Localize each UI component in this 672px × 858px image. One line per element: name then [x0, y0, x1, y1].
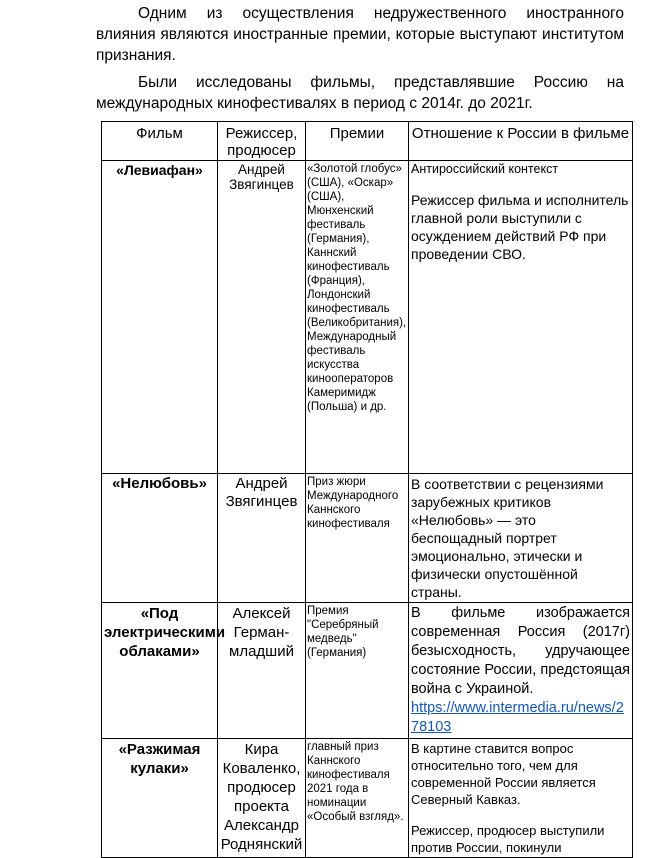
relation-cell — [409, 161, 633, 474]
relation-text: В картине ставится вопрос относительно того, чем для современной России является Северный Кавказ. — [411, 741, 596, 807]
relation-cell — [409, 739, 633, 858]
relation-cell — [409, 474, 633, 603]
film-title: «Нелюбовь» — [102, 474, 218, 603]
table-row — [102, 603, 633, 739]
table-header-row — [102, 122, 633, 161]
relation-text: Режиссер, продюсер выступили против России, покинули — [411, 823, 605, 855]
films-table — [101, 121, 633, 858]
relation-text: В соответствии с рецензиями зарубежных критиков «Нелюбовь» — это беспощадный портрет эмоционально, этически и физически опустошённой страны. — [411, 476, 604, 600]
intro-paragraph-1: Одним из осуществления недружественного иностранного влияния являются иностранные премии, которые выступают институтом признания. — [96, 5, 624, 64]
header-relation: Отношение к России в фильме — [409, 122, 633, 161]
awards: Премия "Серебряный медведь" (Германия) — [306, 603, 409, 739]
awards: «Золотой глобус» (США), «Оскар» (США), Мюнхенский фестиваль (Германия), Каннский кинофестиваль (Франция), Лондонский кинофестиваль (Великобритания), Международный фестиваль искусства кинооператоров Камеримидж (Польша) и др. — [306, 161, 409, 474]
header-film: Фильм — [102, 122, 218, 161]
director: Андрей Звягинцев — [218, 161, 306, 474]
relation-text: Режиссер фильма и исполнитель главной роли выступили с осуждением действий РФ при проведении СВО. — [411, 192, 629, 262]
intro-paragraph-2: Были исследованы фильмы, представлявшие Россию на международных кинофестивалях в период с 2014г. до 2021г. — [96, 74, 624, 112]
header-awards: Премии — [306, 122, 409, 161]
director: Андрей Звягинцев — [218, 474, 306, 603]
relation-cell — [409, 603, 633, 739]
director: Кира Коваленко, продюсер проекта Александр Роднянский — [218, 739, 306, 858]
film-title: «Разжимая кулаки» — [102, 739, 218, 858]
table-row — [102, 161, 633, 474]
film-title: «Левиафан» — [102, 161, 218, 474]
table-row — [102, 739, 633, 858]
relation-text: Антироссийский контекст — [411, 162, 559, 176]
header-director: Режиссер, продюсер — [218, 122, 306, 161]
source-link[interactable]: https://www.intermedia.ru/news/278103 — [411, 700, 624, 735]
relation-text: В фильме изображается современная Россия (2017г) безысходность, удручающее состояние России, предстоящая война с Украиной. — [411, 605, 630, 697]
director: Алексей Герман-младший — [218, 603, 306, 739]
awards: Приз жюри Международного Каннского кинофестиваля — [306, 474, 409, 603]
awards: главный приз Каннского кинофестиваля 2021 года в номинации «Особый взгляд». — [306, 739, 409, 858]
table-row — [102, 474, 633, 603]
film-title: «Под электрическими облаками» — [102, 603, 218, 739]
